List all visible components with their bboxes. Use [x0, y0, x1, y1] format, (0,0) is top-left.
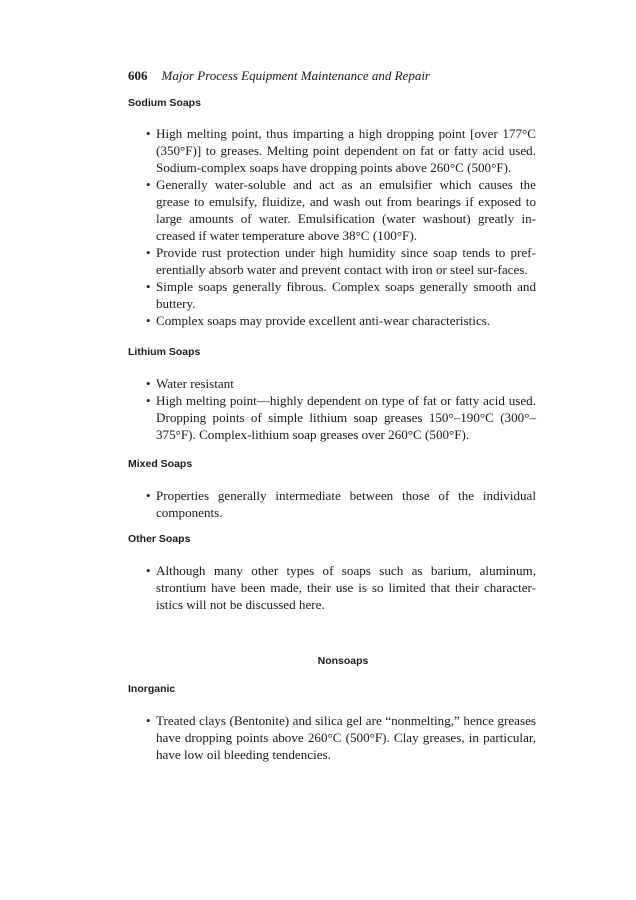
- section-heading-lithium-soaps: Lithium Soaps: [128, 346, 201, 358]
- section-heading-sodium-soaps: Sodium Soaps: [128, 97, 201, 109]
- inorganic-list: [146, 712, 536, 763]
- list-item: • Properties generally intermediate between those of the individual components.: [146, 487, 536, 521]
- list-item: • Complex soaps may provide excellent anti-wear characteristics.: [146, 312, 536, 329]
- list-item: • Simple soaps generally fibrous. Complex soaps generally smooth and buttery.: [146, 278, 536, 312]
- running-header: [128, 68, 430, 84]
- list-item: • High melting point—highly dependent on type of fat or fatty acid used. Dropping points of simple lithium soap greases 150°–190°C (300°–375°F). Complex-lithium soap greases over 260°C (500°F).: [146, 392, 536, 443]
- list-item: • Water resistant: [146, 375, 536, 392]
- list-item: • Generally water-soluble and act as an emulsifier which causes the grease to emulsify, fluidize, and wash out from bearings if exposed to large amounts of water. Emulsification (water washout) greatly in-creased if water temperature above 38°C (100°F).: [146, 176, 536, 244]
- list-item: • Provide rust protection under high humidity since soap tends to pref-erentially absorb water and prevent contact with iron or steel sur-faces.: [146, 244, 536, 278]
- subsection-heading-inorganic: Inorganic: [128, 683, 176, 695]
- lithium-soaps-list: [146, 375, 536, 443]
- list-item: • Treated clays (Bentonite) and silica gel are “nonmelting,” hence greases have dropping points above 260°C (500°F). Clay greases, in particular, have low oil bleeding tendencies.: [146, 712, 536, 763]
- sodium-soaps-list: [146, 125, 536, 329]
- other-soaps-list: [146, 562, 536, 613]
- book-title: Major Process Equipment Maintenance and Repair: [161, 68, 430, 83]
- mixed-soaps-list: [146, 487, 536, 521]
- list-item: • Although many other types of soaps such as barium, aluminum, strontium have been made, their use is so limited that their character-istics will not be discussed here.: [146, 562, 536, 613]
- section-heading-other-soaps: Other Soaps: [128, 533, 191, 545]
- list-item: • High melting point, thus imparting a high dropping point [over 177°C (350°F)] to greases. Melting point dependent on fat or fatty acid used. Sodium-complex soaps have dropping points above 260°C (500°F).: [146, 125, 536, 176]
- page-number: 606: [128, 68, 148, 83]
- section-heading-mixed-soaps: Mixed Soaps: [128, 458, 193, 470]
- section-heading-nonsoaps: Nonsoaps: [317, 655, 369, 667]
